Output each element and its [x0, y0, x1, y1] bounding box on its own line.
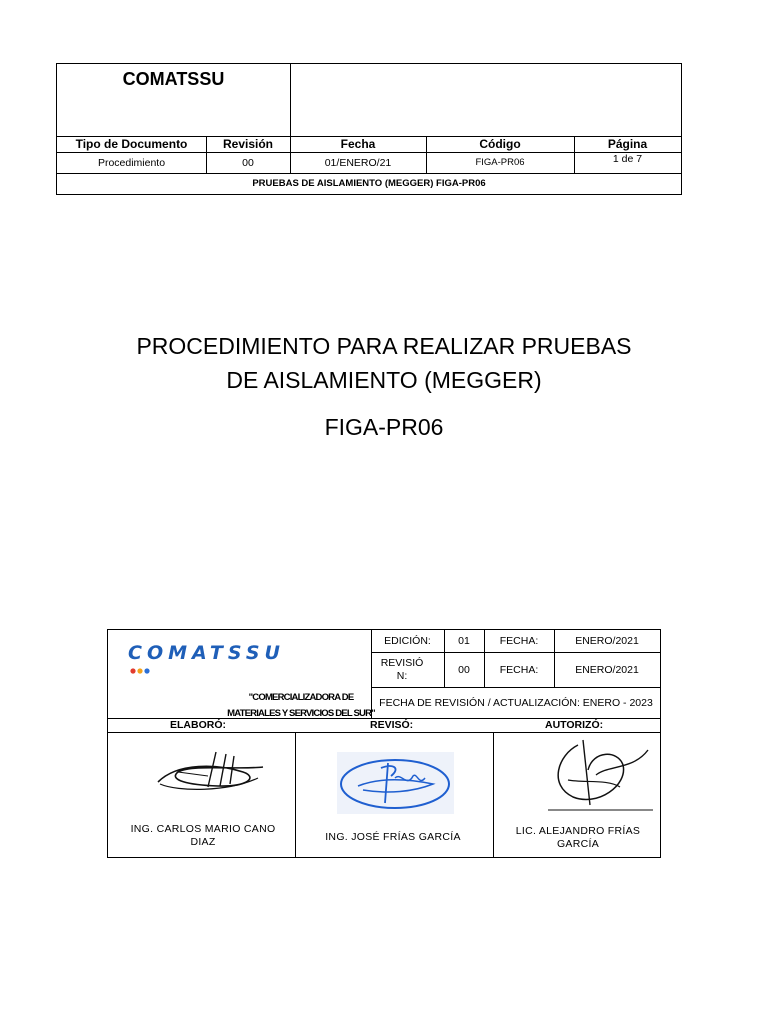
revision-label: REVISIÓN: — [380, 656, 424, 682]
elaboro-label: ELABORÓ: — [170, 719, 226, 731]
autorizo-name: LIC. ALEJANDRO FRÍAS GARCÍA — [515, 825, 641, 850]
elaboro-name: ING. CARLOS MARIO CANO DIAZ — [130, 823, 276, 848]
date-label-2: FECHA: — [499, 663, 539, 676]
col-revision: Revisión — [222, 137, 273, 151]
approval-table — [107, 629, 661, 858]
col-fecha: Fecha — [340, 137, 376, 151]
autorizo-label: AUTORIZÓ: — [545, 719, 604, 731]
main-title-line1: PROCEDIMIENTO PARA REALIZAR PRUEBAS — [136, 333, 632, 359]
document-subject: PRUEBAS DE AISLAMIENTO (MEGGER) FIGA-PR06 — [252, 178, 486, 189]
edition-label: EDICIÓN: — [384, 635, 431, 647]
signature-elaboro — [148, 742, 273, 797]
date-value-1: ENERO/2021 — [575, 635, 639, 647]
edition-value: 01 — [458, 635, 470, 647]
value-tipo-documento: Procedimiento — [97, 156, 166, 169]
document-header-table — [56, 63, 682, 195]
value-fecha: 01/ENERO/21 — [324, 156, 392, 169]
col-tipo-documento: Tipo de Documento — [75, 137, 188, 151]
date-label-1: FECHA: — [499, 635, 539, 647]
reviso-label: REVISÓ: — [370, 719, 414, 731]
update-date: FECHA DE REVISIÓN / ACTUALIZACIÓN: ENERO - 2023 — [379, 696, 653, 709]
col-codigo: Código — [479, 137, 521, 151]
col-pagina: Página — [607, 137, 648, 151]
main-title-line2: DE AISLAMIENTO (MEGGER) — [226, 367, 542, 393]
document-code: FIGA-PR06 — [324, 414, 444, 440]
value-revision: 00 — [242, 156, 254, 169]
company-name: COMATSSU — [122, 68, 225, 89]
revision-value: 00 — [458, 663, 470, 676]
comatssu-logo: COMATSSU — [128, 642, 285, 664]
signature-reviso — [333, 748, 458, 818]
signature-autorizo — [538, 735, 658, 815]
company-tagline: "COMERCIALIZADORA DE MATERIALES Y SERVICIOS DEL SUR" — [227, 692, 375, 719]
value-pagina: 1 de 7 — [612, 153, 643, 165]
date-value-2: ENERO/2021 — [575, 663, 639, 676]
reviso-name: ING. JOSÉ FRÍAS GARCÍA — [325, 831, 461, 843]
value-codigo: FIGA-PR06 — [475, 157, 525, 168]
logo-dots-icon — [130, 667, 152, 675]
